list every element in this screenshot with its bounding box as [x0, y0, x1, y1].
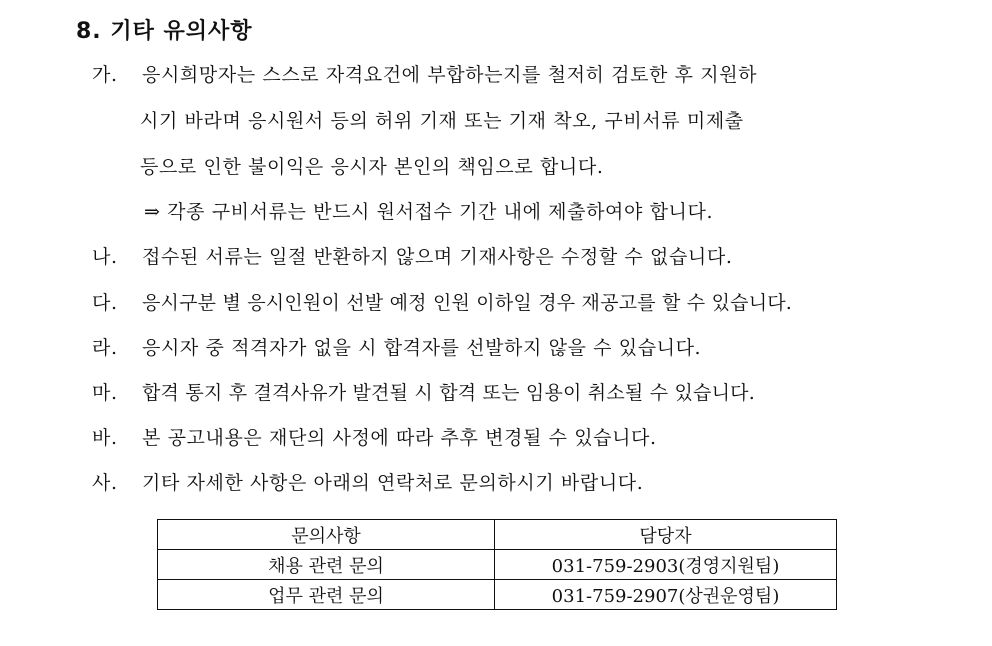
list-item-sa — [92, 470, 643, 496]
item-marker: 마. — [92, 382, 118, 404]
item-text: 접수된 서류는 일절 반환하지 않으며 기재사항은 수정할 수 없습니다. — [142, 246, 733, 268]
list-item-ma — [92, 380, 755, 406]
item-marker: 라. — [92, 337, 118, 359]
table-row — [158, 550, 837, 580]
item-marker: 사. — [92, 472, 118, 494]
section-heading: 8. 기타 유의사항 — [76, 19, 253, 44]
item-text-continuation: 등으로 인한 불이익은 응시자 본인의 책임으로 합니다. — [140, 156, 604, 178]
item-text: 본 공고내용은 재단의 사정에 따라 추후 변경될 수 있습니다. — [142, 427, 657, 449]
item-marker: 다. — [92, 292, 118, 314]
item-text-line: 응시희망자는 스스로 자격요건에 부합하는지를 철저히 검토한 후 지원하 — [142, 64, 758, 86]
item-text: 기타 자세한 사항은 아래의 연락처로 문의하시기 바랍니다. — [142, 472, 644, 494]
item-text: 응시구분 별 응시인원이 선발 예정 인원 이하일 경우 재공고를 할 수 있습니다. — [142, 292, 793, 314]
item-text-continuation: 시기 바라며 응시원서 등의 허위 기재 또는 기재 착오, 구비서류 미제출 — [140, 110, 744, 132]
item-marker: 가. — [92, 64, 118, 86]
table-cell-contact: 031-759-2907(상권운영팀) — [495, 580, 837, 610]
item-text: 합격 통지 후 결격사유가 발견될 시 합격 또는 임용이 취소될 수 있습니다. — [142, 382, 755, 404]
table-header-row — [158, 520, 837, 550]
item-marker: 나. — [92, 246, 118, 268]
table-header-inquiry: 문의사항 — [158, 520, 495, 550]
table-cell-inquiry: 채용 관련 문의 — [158, 550, 495, 580]
item-note: ⇒ 각종 구비서류는 반드시 원서접수 기간 내에 제출하여야 합니다. — [144, 201, 714, 223]
item-text: 응시자 중 적격자가 없을 시 합격자를 선발하지 않을 수 있습니다. — [142, 337, 702, 359]
table-row — [158, 580, 837, 610]
table-header-contact: 담당자 — [495, 520, 837, 550]
list-item-ga — [92, 62, 757, 88]
table-cell-contact: 031-759-2903(경영지원팀) — [495, 550, 837, 580]
list-item-na — [92, 244, 732, 270]
list-item-da — [92, 290, 792, 316]
table-cell-inquiry: 업무 관련 문의 — [158, 580, 495, 610]
item-marker: 바. — [92, 427, 118, 449]
list-item-ra — [92, 335, 701, 361]
list-item-ba — [92, 425, 657, 451]
contact-table — [157, 519, 837, 610]
